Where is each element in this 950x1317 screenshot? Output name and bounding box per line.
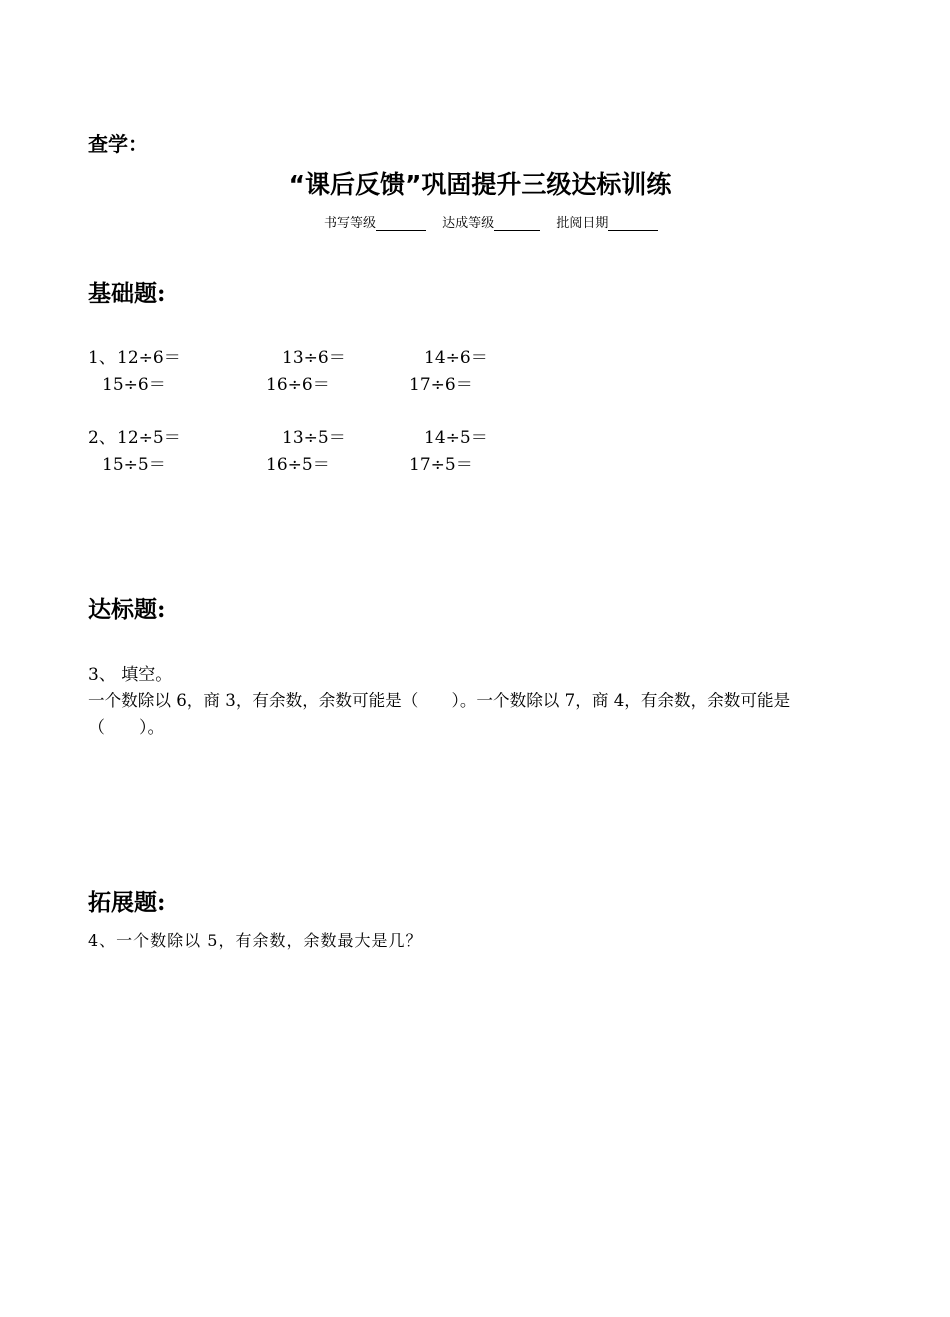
achievement-grade-blank[interactable] — [494, 216, 540, 231]
q2-equation: 16÷5＝ — [266, 455, 330, 475]
q2-equation: 12÷5＝ — [117, 428, 181, 448]
review-date-label: 批阅日期 — [556, 216, 609, 231]
q3-line1: 一个数除以 6，商 3，有余数，余数可能是（ ）。一个数除以 7，商 4，有余数，余数可能是 — [88, 691, 791, 710]
q2-equation: 15÷5＝ — [102, 455, 166, 475]
review-date-blank[interactable] — [608, 216, 658, 231]
q1-equation: 14÷6＝ — [424, 348, 488, 368]
q4-text: 4、一个数除以 5，有余数，余数最大是几？ — [88, 931, 423, 950]
q2-equation: 17÷5＝ — [409, 455, 473, 475]
extension-section-heading: 拓展题: — [88, 889, 166, 916]
basic-section-heading: 基础题: — [88, 280, 166, 307]
writing-grade-blank[interactable] — [376, 216, 426, 231]
q1-equation: 15÷6＝ — [102, 375, 166, 395]
grading-bar — [324, 212, 658, 231]
q1-equation: 12÷6＝ — [117, 348, 181, 368]
q1-equation: 13÷6＝ — [282, 348, 346, 368]
q1-number: 1、 — [88, 348, 116, 368]
q3-title: 3、 填空。 — [88, 665, 173, 685]
writing-grade-label: 书写等级 — [324, 216, 377, 231]
subject-label: 查学： — [88, 132, 148, 156]
page-title: “课后反馈”巩固提升三级达标训练 — [288, 170, 672, 199]
q1-equation: 16÷6＝ — [266, 375, 330, 395]
q3-line2: （ ）。 — [88, 718, 165, 738]
q1-equation: 17÷6＝ — [409, 375, 473, 395]
q2-number: 2、 — [88, 428, 116, 448]
achievement-grade-label: 达成等级 — [442, 216, 495, 231]
standard-section-heading: 达标题: — [88, 596, 166, 623]
q2-equation: 13÷5＝ — [282, 428, 346, 448]
q2-equation: 14÷5＝ — [424, 428, 488, 448]
